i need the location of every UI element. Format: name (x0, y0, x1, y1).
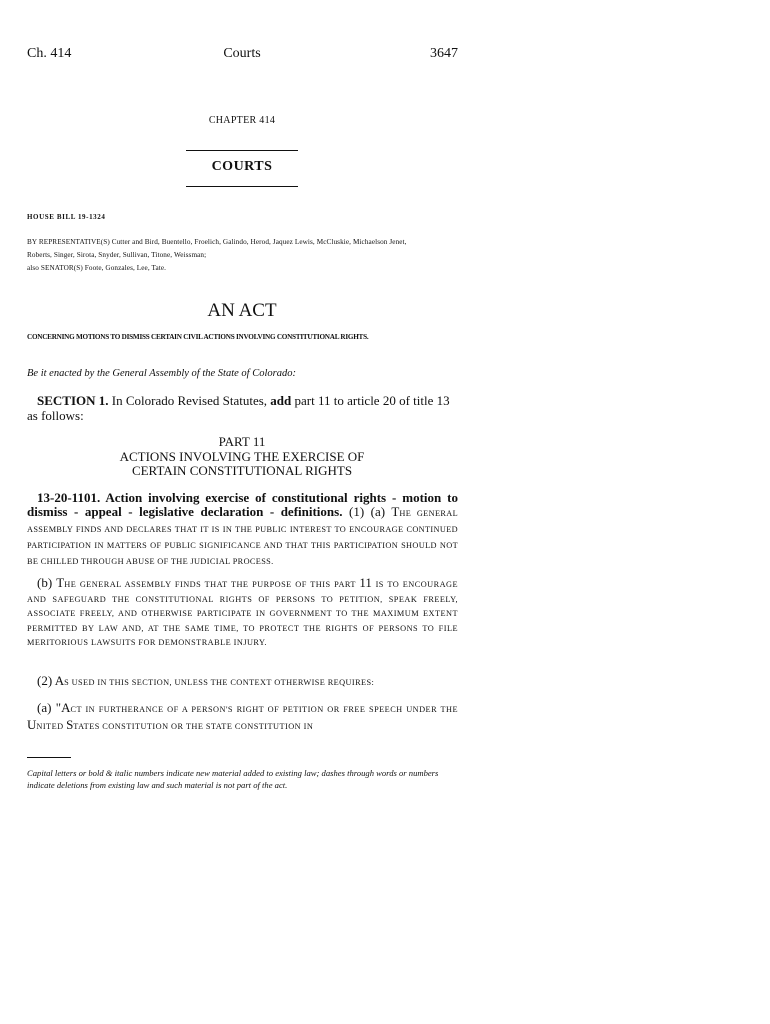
footnote: Capital letters or bold & italic numbers indicate new material added to existing law; dashes through words or numbers indicate deletions from existing law and such material is not part of the act. (27, 768, 439, 790)
new-material-text: NITED (36, 721, 67, 731)
concerning-clause: CONCERNING MOTIONS TO DISMISS CERTAIN CIVIL ACTIONS INVOLVING CONSTITUTIONAL RIGHTS. (27, 333, 369, 341)
small-cap-initial: "A (55, 700, 71, 715)
sponsors-line: Roberts, Singer, Sirota, Snyder, Sullivan, Titone, Weissman; (27, 251, 207, 259)
statute-paragraph-2a (27, 701, 458, 734)
header-page-number: 3647 (430, 46, 458, 61)
new-material-text: S USED IN THIS SECTION, UNLESS THE CONTEXT OTHERWISE REQUIRES: (64, 678, 375, 687)
new-material-text: TATES CONSTITUTION OR THE STATE CONSTITUTION IN (73, 721, 314, 731)
small-cap-initial: A (54, 673, 65, 688)
enacting-clause: Be it enacted by the General Assembly of the State of Colorado: (27, 368, 296, 379)
part-heading (0, 435, 484, 479)
statute-heading: 13-20-1101. Action involving exercise of constitutional rights - motion to dismiss - appeal - legislative declaration - definitions. (27, 490, 458, 519)
section-add-keyword: add (270, 393, 292, 408)
subsection-label: (2) (37, 673, 55, 688)
part-title-line: CERTAIN CONSTITUTIONAL RIGHTS (131, 463, 353, 478)
small-cap-initial: T (391, 504, 400, 519)
part-number-inline: 11 (359, 575, 372, 590)
new-material-text: IS TO ENCOURAGE AND SAFEGUARD THE CONSTITUTIONAL RIGHTS OF PERSONS TO PETITION, SPEAK FREELY, ASSOCIATE FREELY, AND OTHERWISE PARTICIPATE IN GOVERNMENT TO THE MAXIMUM EXTENT PERMITTED BY LAW AND, AT THE SAME TIME, TO PROTECT THE RIGHTS OF PERSONS TO FILE MERITORIOUS LAWSUITS FOR DEMONSTRABLE INJURY. (27, 580, 458, 648)
section-text: In Colorado Revised Statutes, (108, 393, 271, 408)
subsection-label: (1) (a) (342, 504, 392, 519)
sponsors-block (27, 236, 467, 275)
section-text: part 11 to article 20 of title 13 as follows: (27, 393, 450, 423)
footnote-rule (27, 757, 71, 758)
small-cap-initial: U (27, 716, 37, 732)
new-material-text: HE GENERAL ASSEMBLY FINDS THAT THE PURPOSE OF THIS PART (64, 580, 360, 589)
statute-paragraph-1a (27, 491, 458, 569)
bill-number: HOUSE BILL 19-1324 (27, 213, 106, 221)
header-subject: Courts (223, 46, 261, 61)
section-label: SECTION 1. (37, 393, 109, 408)
sponsors-line: BY REPRESENTATIVE(S) Cutter and Bird, Buentello, Froelich, Galindo, Herod, Jaquez Lewis, McCluskie, Michaelson Jenet, (27, 238, 407, 246)
chapter-label: CHAPTER 414 (208, 115, 276, 126)
title-rule-top (186, 150, 298, 151)
title-rule-bottom (186, 186, 298, 187)
sponsors-line: also SENATOR(S) Foote, Gonzales, Lee, Tate. (27, 264, 167, 272)
new-material-text: HE GENERAL ASSEMBLY FINDS AND DECLARES THAT IT IS IN THE PUBLIC INTEREST TO ENCOURAGE CONTINUED PARTICIPATION IN MATTERS OF PUBLIC SIGNIFICANCE AND THAT THIS PARTICIPATION SHOULD NOT BE CHILLED THROUGH ABUSE OF THE JUDICIAL PROCESS. (27, 509, 459, 566)
subsection-label: (b) (37, 575, 57, 590)
subsection-label: (a) (37, 700, 56, 715)
statute-paragraph-2 (27, 674, 458, 690)
small-cap-initial: T (56, 575, 65, 590)
act-title: AN ACT (207, 300, 277, 321)
subject-title: COURTS (211, 159, 273, 174)
statute-paragraph-1b (27, 576, 458, 651)
section-1 (27, 393, 459, 423)
small-cap-initial: S (66, 716, 74, 732)
header-chapter: Ch. 414 (27, 46, 72, 61)
new-material-text: CT IN FURTHERANCE OF A PERSON'S RIGHT OF PETITION OR FREE SPEECH UNDER THE (70, 705, 458, 714)
part-number: PART 11 (218, 434, 266, 449)
part-title-line: ACTIONS INVOLVING THE EXERCISE OF (119, 448, 365, 464)
